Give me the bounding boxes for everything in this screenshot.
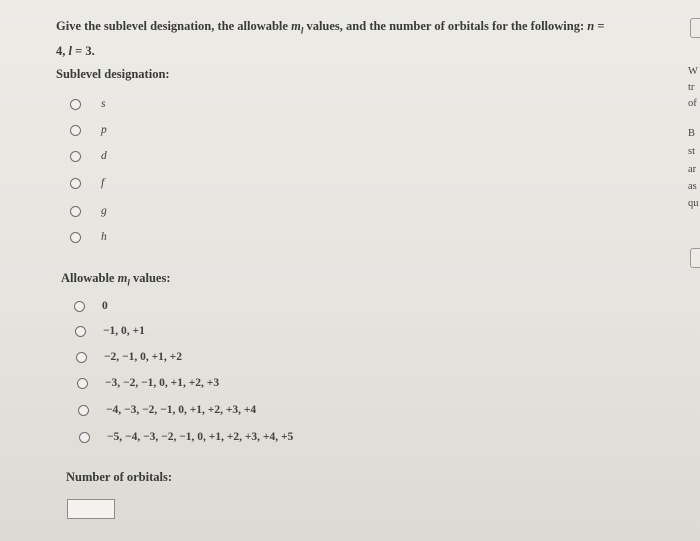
radio-button[interactable] <box>70 125 81 136</box>
option-label: d <box>101 150 107 162</box>
side-panel-button-bottom[interactable] <box>690 248 700 268</box>
ml-option-5[interactable] <box>79 429 293 445</box>
sublevel-option-g[interactable] <box>70 203 107 219</box>
radio-button[interactable] <box>70 178 81 189</box>
radio-button[interactable] <box>70 151 81 162</box>
option-label: −4, −3, −2, −1, 0, +1, +2, +3, +4 <box>106 404 257 416</box>
radio-button[interactable] <box>70 99 81 110</box>
orbitals-input[interactable] <box>67 499 115 519</box>
option-label: −2, −1, 0, +1, +2 <box>104 351 182 363</box>
side-text-fragment: as <box>688 181 697 192</box>
radio-button[interactable] <box>77 378 88 389</box>
option-label: g <box>101 205 107 217</box>
sublevel-label: Sublevel designation: <box>56 67 170 81</box>
ml-option-0[interactable] <box>74 298 108 314</box>
sublevel-option-p[interactable] <box>70 122 107 138</box>
ml-option-1[interactable] <box>75 323 145 339</box>
side-text-fragment: ar <box>688 164 697 175</box>
option-label: p <box>101 124 107 136</box>
radio-button[interactable] <box>78 405 89 416</box>
option-label: −3, −2, −1, 0, +1, +2, +3 <box>105 377 220 389</box>
sublevel-option-f[interactable] <box>70 175 104 191</box>
ml-option-2[interactable] <box>76 349 182 365</box>
side-text-fragment: tr <box>688 82 695 93</box>
option-label: f <box>101 177 105 189</box>
side-text-fragment: B <box>688 128 696 139</box>
side-text-fragment: st <box>688 146 696 157</box>
radio-button[interactable] <box>75 326 86 337</box>
side-text-fragment: qu <box>688 198 699 209</box>
option-label: −5, −4, −3, −2, −1, 0, +1, +2, +3, +4, +5 <box>107 431 294 443</box>
sublevel-option-d[interactable] <box>70 148 107 164</box>
ml-option-4[interactable] <box>78 402 256 418</box>
radio-button[interactable] <box>70 206 81 217</box>
sublevel-option-h[interactable] <box>70 229 107 245</box>
sublevel-option-s[interactable] <box>70 96 105 112</box>
side-panel-button-top[interactable] <box>690 18 700 38</box>
radio-button[interactable] <box>74 301 85 312</box>
radio-button[interactable] <box>76 352 87 363</box>
option-label: 0 <box>102 300 108 312</box>
orbitals-label: Number of orbitals: <box>66 470 173 484</box>
right-side-panel <box>686 0 700 541</box>
option-label: h <box>101 231 107 243</box>
ml-values-label: Allowable $m_l$ values: <box>61 271 171 288</box>
question-prompt: Give the sublevel designation, the allowable $m_l$ values, and the number of orbitals for the following: n = 4, l = 3. <box>56 19 605 58</box>
side-text-fragment: W <box>688 66 698 77</box>
ml-option-3[interactable] <box>77 375 219 391</box>
option-label: s <box>101 98 106 110</box>
side-text-fragment: of <box>688 98 697 109</box>
radio-button[interactable] <box>70 232 81 243</box>
radio-button[interactable] <box>79 432 90 443</box>
option-label: −1, 0, +1 <box>103 325 145 337</box>
